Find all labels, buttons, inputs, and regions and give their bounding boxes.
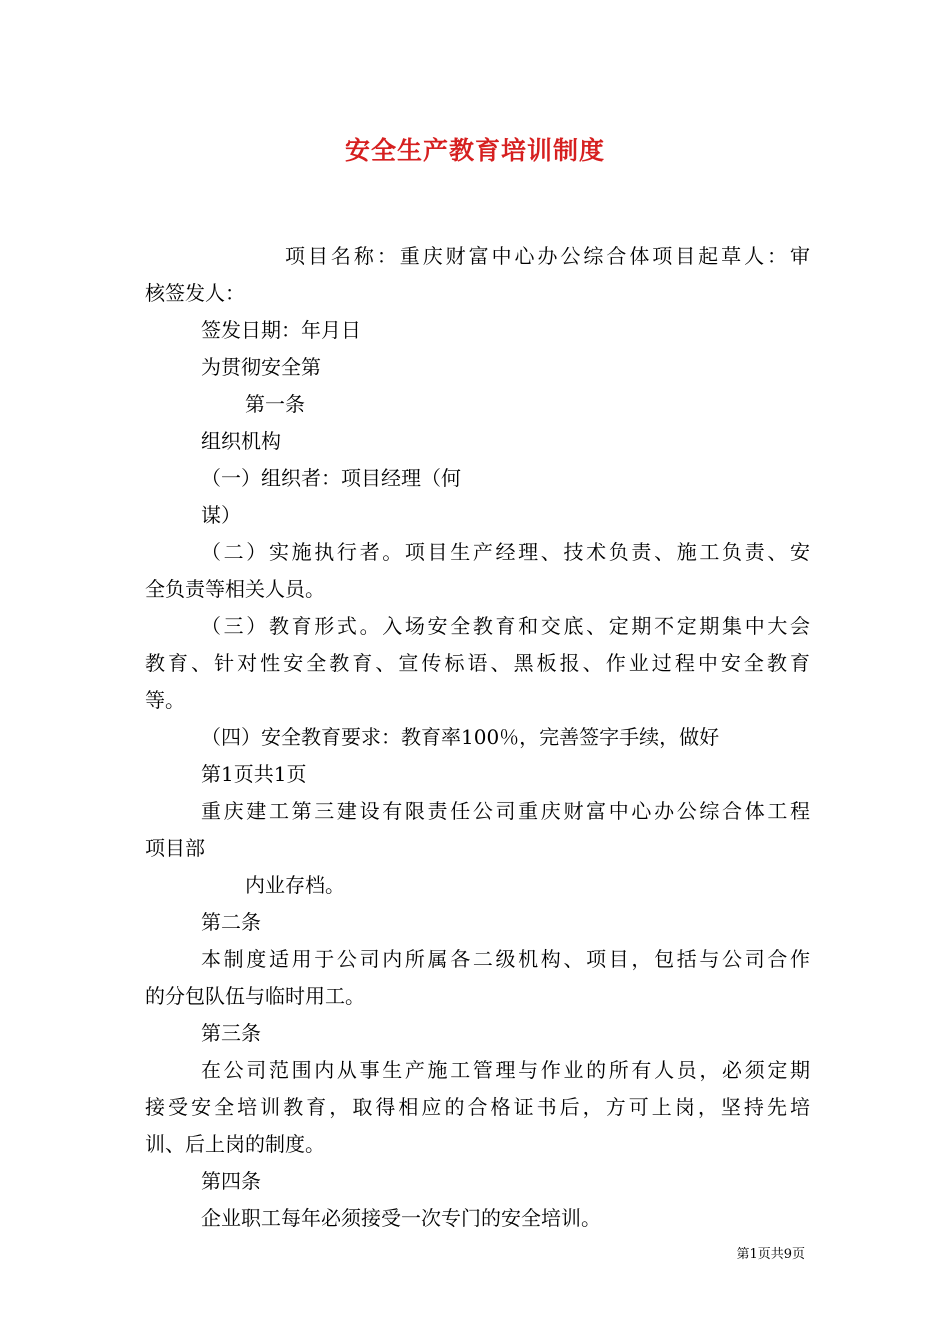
article-heading: 第三条: [201, 1021, 261, 1045]
article-heading: 第四条: [201, 1169, 261, 1193]
text-line: 等。: [145, 688, 185, 712]
document-title: 安全生产教育培训制度: [344, 136, 605, 165]
page-number-footer: 第1页共9页: [736, 1247, 805, 1262]
text-line: 重庆建工第三建设有限责任公司重庆财富中心办公综合体工程: [201, 799, 810, 823]
text-line: （二）实施执行者。项目生产经理、技术负责、施工负责、安: [201, 540, 810, 564]
text-line: 在公司范围内从事生产施工管理与作业的所有人员，必须定期: [201, 1058, 810, 1082]
text-line: 项目部: [145, 836, 205, 860]
text-line: （四）安全教育要求：教育率100％，完善签字手续，做好: [201, 725, 720, 749]
text-line: 训、后上岗的制度。: [145, 1132, 325, 1156]
text-line: 教育、针对性安全教育、宣传标语、黑板报、作业过程中安全教育: [145, 651, 810, 675]
text-line: 为贯彻安全第: [201, 355, 321, 379]
inline-page-marker: 第1页共1页: [201, 762, 307, 786]
issue-date-line: 签发日期：年月日: [201, 318, 361, 342]
text-line: 本制度适用于公司内所属各二级机构、项目，包括与公司合作: [201, 947, 810, 971]
text-line: 内业存档。: [245, 873, 345, 897]
text-line: 企业职工每年必须接受一次专门的安全培训。: [201, 1206, 601, 1230]
text-line: （三）教育形式。入场安全教育和交底、定期不定期集中大会: [201, 614, 810, 638]
section-heading: 组织机构: [201, 429, 281, 453]
article-heading: 第二条: [201, 910, 261, 934]
project-info-line: 项目名称：重庆财富中心办公综合体项目起草人：审: [285, 244, 810, 268]
text-line: 全负责等相关人员。: [145, 577, 325, 601]
article-heading: 第一条: [245, 392, 305, 416]
text-line: 的分包队伍与临时用工。: [145, 984, 365, 1008]
text-line: 接受安全培训教育，取得相应的合格证书后，方可上岗，坚持先培: [145, 1095, 810, 1119]
text-line: （一）组织者：项目经理（何: [201, 466, 461, 490]
text-line: 谋）: [201, 503, 241, 527]
text-line: 核签发人：: [145, 281, 245, 305]
